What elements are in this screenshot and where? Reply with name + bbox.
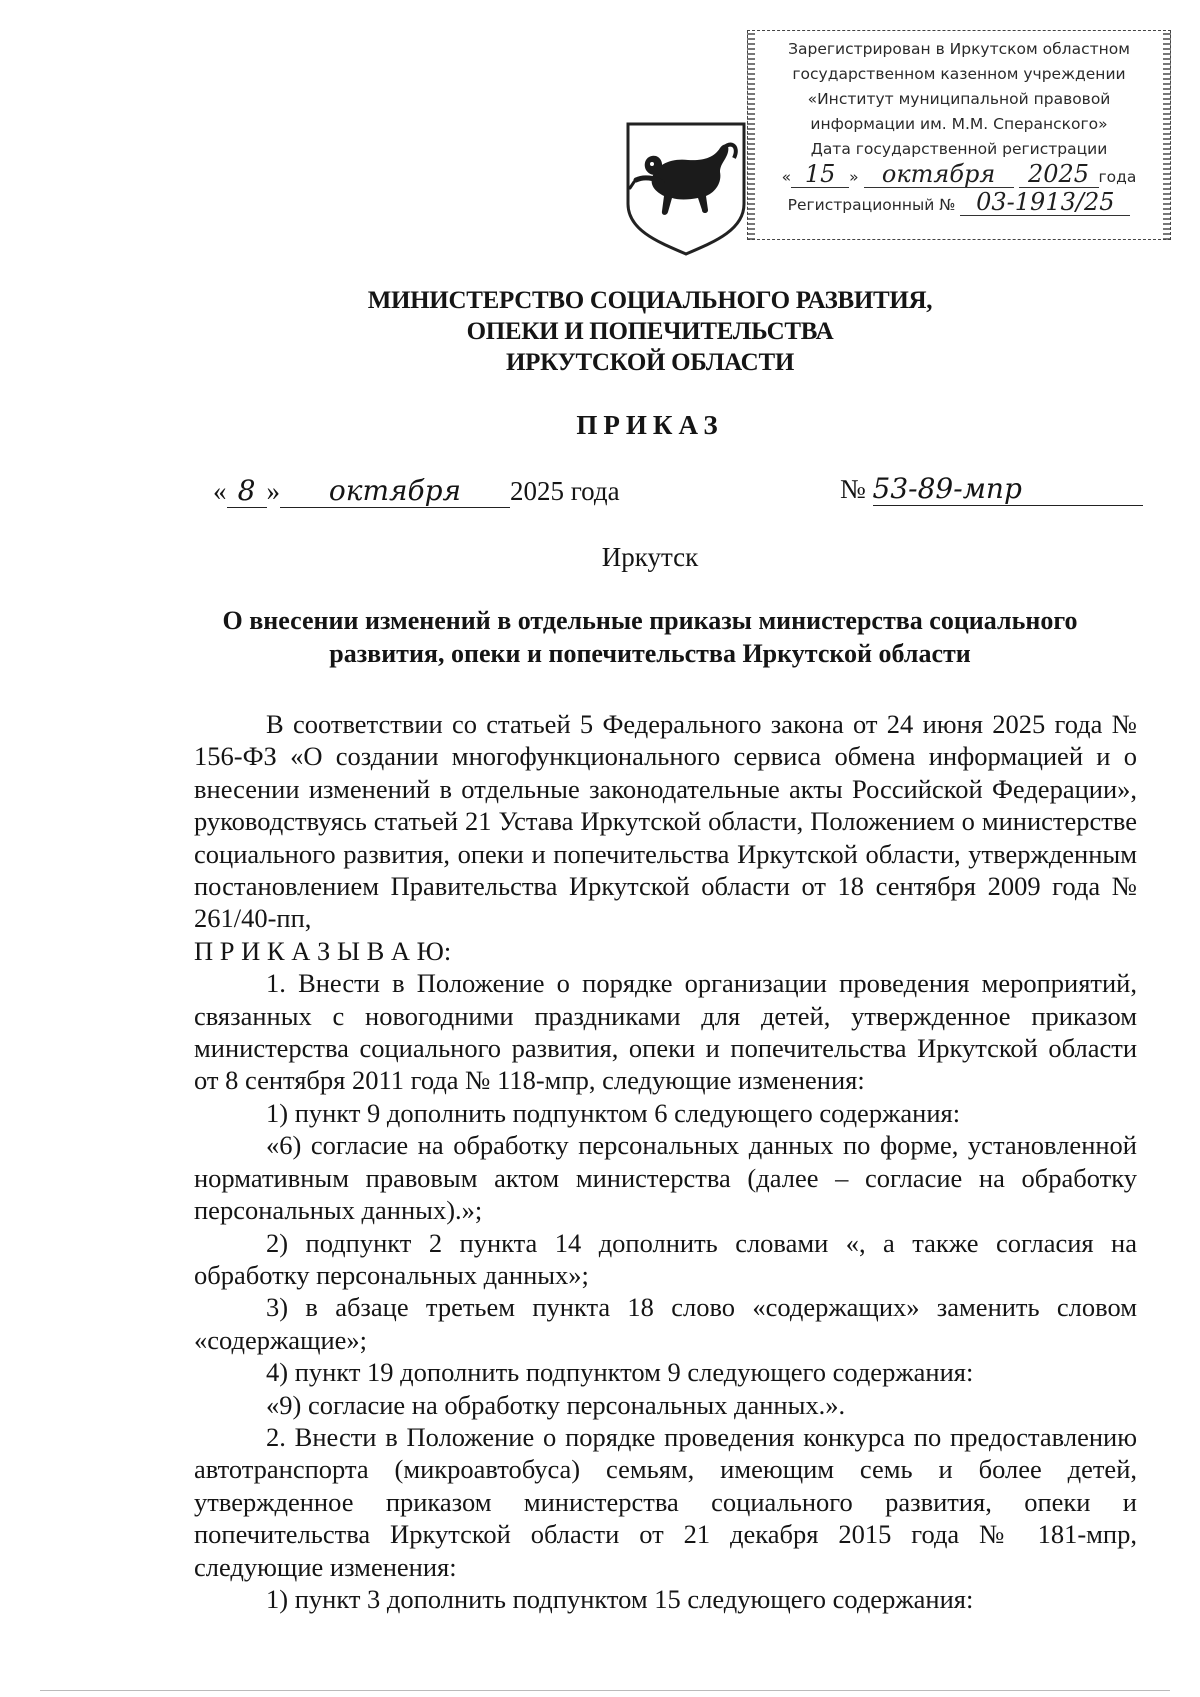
subject-line: О внесении изменений в отдельные приказы министерства социального [222,606,1078,635]
order-directive: П Р И К А З Ы В А Ю: [194,935,452,966]
order-date [213,474,620,508]
body-paragraph: 2. Внести в Положение о порядке проведения конкурса по предоставлению автотранспорта (микроавтобуса) семьям, имеющим семь и более детей, утвержденное приказом министерства социального развития, опеки и попечительства Иркутской области от 21 декабря 2015 года № 181-мпр, следующие изменения: [194,1421,1137,1582]
stamp-year-suffix: года [1098,168,1137,186]
stamp-reg-label: Регистрационный № [787,196,956,214]
stamp-line: «Институт муниципальной правовой [807,90,1111,108]
body-paragraph: «6) согласие на обработку персональных данных по форме, установленной нормативным правовым актом министерства (далее – согласие на обработку персональных данных).»; [194,1130,1137,1226]
registration-stamp [747,30,1171,240]
ministry-line: ОПЕКИ И ПОПЕЧИТЕЛЬСТВА [466,318,834,345]
body-paragraph: 4) пункт 19 дополнить подпунктом 9 следующего содержания: [266,1357,974,1388]
stamp-day: 15 [791,162,849,188]
page-bottom-rule [40,1690,1170,1691]
ministry-line: МИНИСТЕРСТВО СОЦИАЛЬНОГО РАЗВИТИЯ, [367,287,933,314]
ministry-header [200,285,1100,378]
date-open-quote: « [213,476,227,506]
body-paragraph: «9) согласие на обработку персональных данных.». [266,1389,846,1420]
body-paragraph: В соответствии со статьей 5 Федерального закона от 24 июня 2025 года № 156-ФЗ «О создании многофункционального сервиса обмена информацией и о внесении изменений в отдельные законодательные акты Российской Федерации», руководствуясь статьей 21 Устава Иркутской области, Положением о министерстве социального развития, опеки и попечительства Иркутской области, утвержденным постановлением Правительства Иркутской области от 18 сентября 2009 года № 261/40-пп, [194,709,1137,934]
body-paragraph: 1. Внести в Положение о порядке организации проведения мероприятий, связанных с новогодними праздниками для детей, утвержденное приказом министерства социального развития, опеки и попечительства Иркутской области от 8 сентября 2011 года № 118-мпр, следующие изменения: [194,968,1137,1096]
body-paragraph: 1) пункт 3 дополнить подпунктом 15 следующего содержания: [266,1583,974,1614]
document-type-title: ПРИКАЗ [576,410,724,440]
stamp-line: Дата государственной регистрации [810,140,1108,158]
stamp-open-quote: « [781,168,792,186]
date-year: 2025 года [510,476,620,506]
number-label: № [840,474,866,504]
document-subject [160,604,1140,670]
number-value: 53-89-мпр [873,472,1143,506]
body-paragraph: 2) подпункт 2 пункта 14 дополнить словами «, а также согласия на обработку персональных данных»; [194,1227,1137,1290]
body-paragraph: 3) в абзаце третьем пункта 18 слово «содержащих» заменить словом «содержащие»; [194,1292,1137,1355]
stamp-date-line [748,162,1170,190]
stamp-reg-number: 03-1913/25 [960,190,1130,216]
subject-line: развития, опеки и попечительства Иркутской области [329,639,971,668]
stamp-line: Зарегистрирован в Иркутском областном [788,40,1130,58]
stamp-reg-line [748,190,1170,218]
stamp-close-quote: » [849,168,859,186]
body-paragraph: 1) пункт 9 дополнить подпунктом 6 следующего содержания: [266,1097,961,1128]
stamp-line: государственном казенном учреждении [792,65,1126,83]
stamp-month: октября [864,162,1014,188]
date-close-quote: » [266,476,280,506]
stamp-year: 2025 [1019,162,1099,188]
document-body [194,708,1137,1615]
city-name: Иркутск [601,542,699,572]
stamp-line: информации им. М.М. Сперанского» [810,115,1108,133]
date-day: 8 [227,474,267,508]
order-number [840,472,1143,506]
coat-of-arms-emblem [622,118,750,258]
ministry-line: ИРКУТСКОЙ ОБЛАСТИ [506,349,794,376]
date-month: октября [280,474,510,508]
